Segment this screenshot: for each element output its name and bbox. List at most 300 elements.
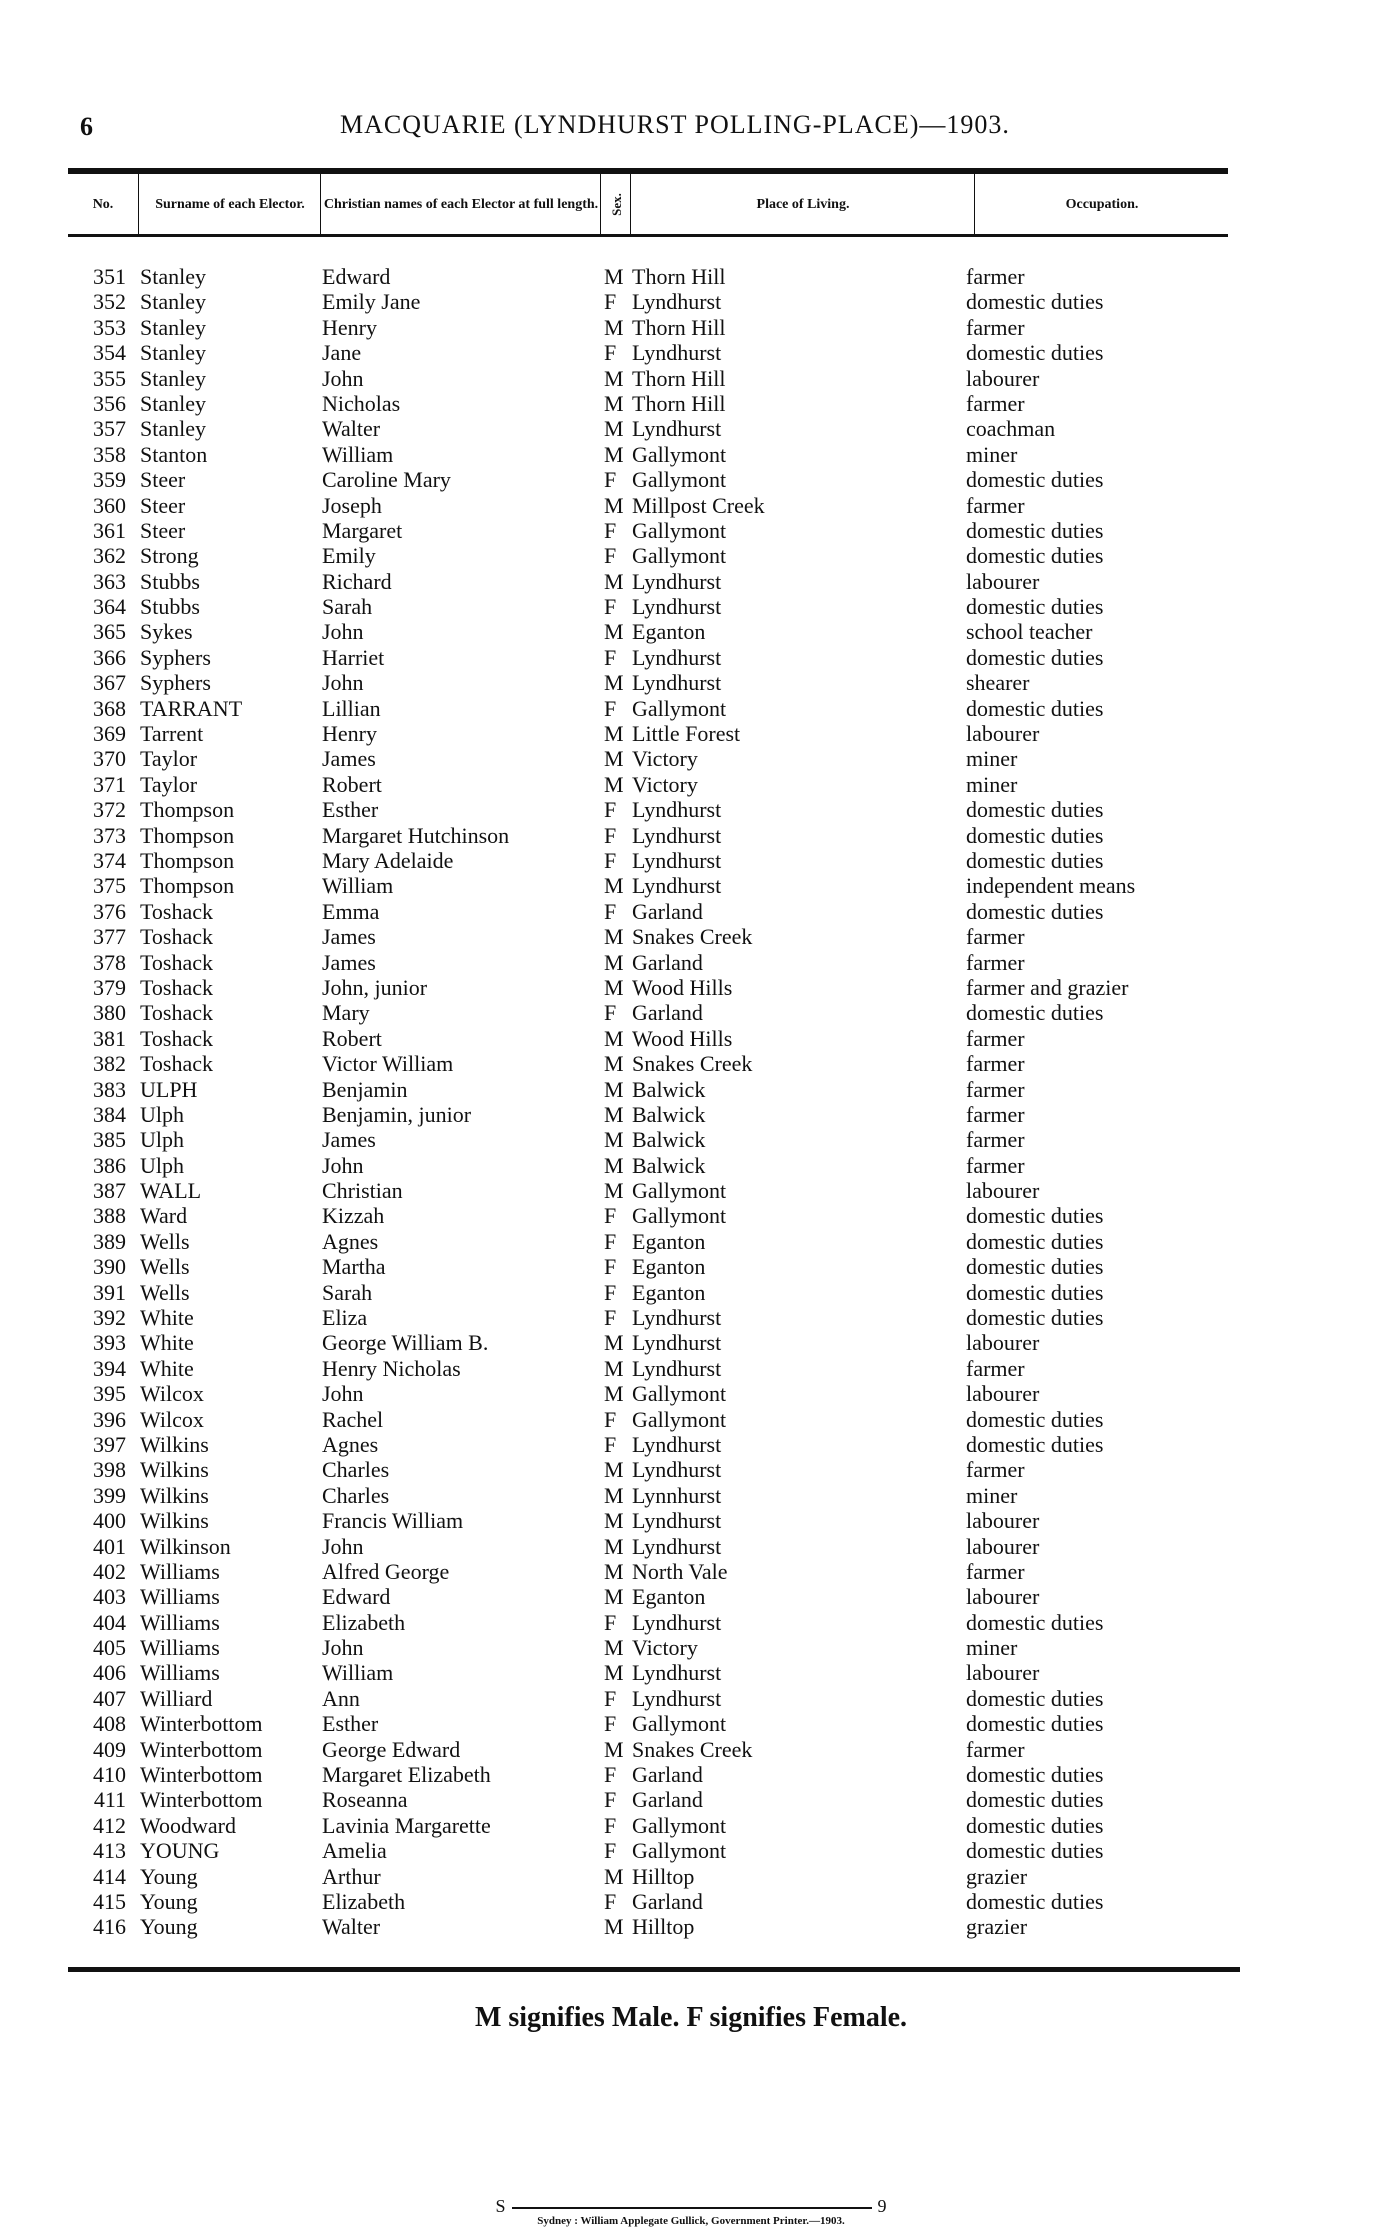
elector-occupation: domestic duties	[966, 1254, 1104, 1280]
elector-number: 398	[93, 1457, 126, 1483]
table-row	[0, 619, 1382, 644]
elector-surname: Ulph	[140, 1152, 184, 1178]
elector-place: Gallymont	[632, 1178, 727, 1204]
table-row	[0, 1026, 1382, 1051]
elector-occupation: domestic duties	[966, 1203, 1104, 1229]
elector-christian-names: Esther	[322, 797, 379, 823]
table-row	[0, 1787, 1382, 1812]
elector-sex: F	[604, 594, 617, 620]
elector-christian-names: Edward	[322, 1584, 391, 1610]
column-header-occupation: Occupation.	[974, 174, 1229, 234]
elector-occupation: labourer	[966, 1330, 1040, 1356]
elector-surname: Stanley	[140, 340, 206, 366]
elector-surname: WALL	[140, 1178, 202, 1204]
elector-place: Lyndhurst	[632, 1508, 722, 1534]
elector-sex: M	[604, 1178, 624, 1204]
elector-occupation: domestic duties	[966, 644, 1104, 670]
elector-number: 380	[93, 1000, 126, 1026]
table-row	[0, 848, 1382, 873]
elector-surname: Toshack	[140, 949, 213, 975]
elector-place: Lyndhurst	[632, 289, 722, 315]
elector-surname: Stanley	[140, 289, 206, 315]
elector-christian-names: John	[322, 1381, 364, 1407]
elector-number: 370	[93, 746, 126, 772]
elector-surname: Williams	[140, 1660, 220, 1686]
elector-place: Lyndhurst	[632, 416, 722, 442]
table-row	[0, 391, 1382, 416]
elector-number: 376	[93, 898, 126, 924]
table-row	[0, 645, 1382, 670]
elector-sex: M	[604, 390, 624, 416]
column-header-sex	[600, 174, 631, 234]
elector-christian-names: John	[322, 1533, 364, 1559]
table-row	[0, 823, 1382, 848]
elector-place: Gallymont	[632, 543, 727, 569]
elector-surname: Wilkinson	[140, 1533, 231, 1559]
elector-number: 379	[93, 974, 126, 1000]
table-row	[0, 670, 1382, 695]
elector-occupation: domestic duties	[966, 1431, 1104, 1457]
elector-christian-names: Margaret Hutchinson	[322, 822, 510, 848]
elector-place: Lyndhurst	[632, 340, 722, 366]
elector-occupation: labourer	[966, 1533, 1040, 1559]
elector-occupation: farmer	[966, 1101, 1025, 1127]
elector-sex: F	[604, 1254, 617, 1280]
table-row	[0, 493, 1382, 518]
elector-occupation: domestic duties	[966, 543, 1104, 569]
footer-signature-rule	[512, 2207, 872, 2209]
elector-surname: Syphers	[140, 670, 211, 696]
elector-surname: Winterbottom	[140, 1711, 263, 1737]
elector-sex: M	[604, 314, 624, 340]
elector-occupation: domestic duties	[966, 1685, 1104, 1711]
table-row	[0, 1254, 1382, 1279]
elector-place: Lyndhurst	[632, 1685, 722, 1711]
elector-christian-names: Elizabeth	[322, 1609, 406, 1635]
table-row	[0, 950, 1382, 975]
elector-number: 367	[93, 670, 126, 696]
table-row	[0, 1534, 1382, 1559]
elector-number: 412	[93, 1812, 126, 1838]
column-header-surname: Surname of each Elector.	[138, 174, 321, 234]
elector-sex: F	[604, 1431, 617, 1457]
elector-occupation: grazier	[966, 1914, 1028, 1940]
elector-occupation: miner	[966, 1482, 1018, 1508]
elector-place: Gallymont	[632, 1406, 727, 1432]
table-row	[0, 772, 1382, 797]
page-title: MACQUARIE (LYNDHURST POLLING-PLACE)—1903.	[340, 110, 1010, 139]
elector-surname: Stanley	[140, 416, 206, 442]
elector-sex: F	[604, 1685, 617, 1711]
elector-place: Lyndhurst	[632, 873, 722, 899]
elector-number: 358	[93, 441, 126, 467]
elector-christian-names: John	[322, 365, 364, 391]
table-row	[0, 1127, 1382, 1152]
elector-place: Balwick	[632, 1127, 706, 1153]
elector-christian-names: William	[322, 873, 394, 899]
elector-number: 364	[93, 594, 126, 620]
elector-surname: Winterbottom	[140, 1736, 263, 1762]
elector-sex: M	[604, 771, 624, 797]
elector-sex: M	[604, 264, 624, 289]
elector-sex: F	[604, 695, 617, 721]
elector-sex: M	[604, 619, 624, 645]
elector-occupation: farmer	[966, 924, 1025, 950]
elector-number: 378	[93, 949, 126, 975]
elector-place: Lyndhurst	[632, 822, 722, 848]
elector-place: Victory	[632, 746, 698, 772]
table-row	[0, 1356, 1382, 1381]
table-row	[0, 1000, 1382, 1025]
table-bottom-rule	[68, 1967, 1240, 1972]
elector-place: Lyndhurst	[632, 1457, 722, 1483]
elector-christian-names: Sarah	[322, 1279, 373, 1305]
elector-occupation: miner	[966, 771, 1018, 797]
elector-number: 411	[93, 1787, 126, 1813]
elector-number: 399	[93, 1482, 126, 1508]
elector-number: 354	[93, 340, 126, 366]
elector-surname: Tarrent	[140, 721, 204, 747]
elector-christian-names: Robert	[322, 771, 382, 797]
elector-sex: M	[604, 1355, 624, 1381]
table-row	[0, 1457, 1382, 1482]
elector-place: Balwick	[632, 1101, 706, 1127]
table-row	[0, 1330, 1382, 1355]
elector-surname: Wilcox	[140, 1381, 204, 1407]
elector-sex: F	[604, 1787, 617, 1813]
elector-christian-names: Mary Adelaide	[322, 847, 454, 873]
elector-place: Balwick	[632, 1152, 706, 1178]
elector-occupation: farmer	[966, 1152, 1025, 1178]
elector-number: 368	[93, 695, 126, 721]
table-row	[0, 1381, 1382, 1406]
elector-christian-names: Elizabeth	[322, 1889, 406, 1914]
elector-occupation: labourer	[966, 1584, 1040, 1610]
table-row	[0, 1762, 1382, 1787]
elector-place: Lyndhurst	[632, 644, 722, 670]
table-row	[0, 594, 1382, 619]
table-row	[0, 1407, 1382, 1432]
elector-number: 360	[93, 492, 126, 518]
footer-signature-left: S	[495, 2196, 506, 2216]
table-row	[0, 1559, 1382, 1584]
elector-christian-names: James	[322, 746, 376, 772]
elector-occupation: domestic duties	[966, 1609, 1104, 1635]
elector-christian-names: Mary	[322, 1000, 370, 1026]
elector-place: Lyndhurst	[632, 594, 722, 620]
elector-number: 413	[93, 1838, 126, 1864]
elector-place: Eganton	[632, 1584, 706, 1610]
elector-number: 387	[93, 1178, 126, 1204]
table-row	[0, 1686, 1382, 1711]
elector-sex: F	[604, 543, 617, 569]
elector-sex: M	[604, 1508, 624, 1534]
elector-occupation: grazier	[966, 1863, 1028, 1889]
elector-surname: Ulph	[140, 1127, 184, 1153]
elector-christian-names: Emma	[322, 898, 380, 924]
elector-surname: Syphers	[140, 644, 211, 670]
table-row	[0, 1280, 1382, 1305]
elector-place: Gallymont	[632, 1381, 727, 1407]
elector-place: Snakes Creek	[632, 924, 753, 950]
elector-christian-names: James	[322, 949, 376, 975]
elector-occupation: domestic duties	[966, 1889, 1104, 1914]
elector-christian-names: Ann	[322, 1685, 360, 1711]
elector-number: 415	[93, 1889, 126, 1914]
elector-surname: Thompson	[140, 873, 235, 899]
elector-occupation: domestic duties	[966, 340, 1104, 366]
elector-place: Gallymont	[632, 1812, 727, 1838]
elector-surname: Toshack	[140, 1051, 213, 1077]
elector-surname: Steer	[140, 467, 186, 493]
elector-christian-names: Henry Nicholas	[322, 1355, 461, 1381]
elector-christian-names: James	[322, 1127, 376, 1153]
elector-number: 395	[93, 1381, 126, 1407]
elector-number: 373	[93, 822, 126, 848]
elector-number: 401	[93, 1533, 126, 1559]
elector-occupation: independent means	[966, 873, 1136, 899]
elector-place: Hilltop	[632, 1914, 695, 1940]
elector-surname: Stubbs	[140, 568, 200, 594]
elector-christian-names: Nicholas	[322, 390, 401, 416]
elector-surname: Wilkins	[140, 1508, 209, 1534]
elector-occupation: domestic duties	[966, 1305, 1104, 1331]
table-row	[0, 924, 1382, 949]
elector-occupation: farmer	[966, 1076, 1025, 1102]
elector-occupation: domestic duties	[966, 1406, 1104, 1432]
table-row	[0, 1508, 1382, 1533]
elector-christian-names: Emily Jane	[322, 289, 421, 315]
elector-surname: Ward	[140, 1203, 188, 1229]
table-row	[0, 1737, 1382, 1762]
elector-surname: Young	[140, 1889, 198, 1914]
elector-number: 403	[93, 1584, 126, 1610]
elector-number: 381	[93, 1025, 126, 1051]
elector-occupation: miner	[966, 441, 1018, 467]
elector-christian-names: Walter	[322, 416, 381, 442]
elector-occupation: farmer	[966, 1457, 1025, 1483]
elector-place: Gallymont	[632, 1203, 727, 1229]
elector-number: 405	[93, 1635, 126, 1661]
elector-place: Thorn Hill	[632, 264, 726, 289]
elector-number: 409	[93, 1736, 126, 1762]
elector-sex: M	[604, 1736, 624, 1762]
elector-number: 394	[93, 1355, 126, 1381]
elector-christian-names: Lavinia Margarette	[322, 1812, 491, 1838]
elector-place: Eganton	[632, 1254, 706, 1280]
elector-place: Garland	[632, 1762, 703, 1788]
elector-place: Hilltop	[632, 1863, 695, 1889]
elector-place: Eganton	[632, 1279, 706, 1305]
elector-sex: F	[604, 1203, 617, 1229]
column-header-place: Place of Living.	[630, 174, 975, 234]
table-row	[0, 1711, 1382, 1736]
elector-surname: YOUNG	[140, 1838, 220, 1864]
table-row	[0, 696, 1382, 721]
elector-surname: Wilcox	[140, 1406, 204, 1432]
elector-sex: M	[604, 416, 624, 442]
elector-surname: Toshack	[140, 1025, 213, 1051]
elector-christian-names: Martha	[322, 1254, 386, 1280]
elector-christian-names: Agnes	[322, 1228, 379, 1254]
elector-sex: F	[604, 1609, 617, 1635]
elector-surname: Wilkins	[140, 1482, 209, 1508]
elector-number: 414	[93, 1863, 126, 1889]
elector-number: 372	[93, 797, 126, 823]
elector-place: Lyndhurst	[632, 670, 722, 696]
elector-sex: F	[604, 644, 617, 670]
elector-sex: M	[604, 1025, 624, 1051]
elector-surname: Stanton	[140, 441, 208, 467]
elector-number: 377	[93, 924, 126, 950]
elector-sex: M	[604, 974, 624, 1000]
elector-sex: F	[604, 1838, 617, 1864]
elector-sex: M	[604, 1127, 624, 1153]
elector-sex: F	[604, 517, 617, 543]
elector-surname: Steer	[140, 517, 186, 543]
elector-christian-names: Esther	[322, 1711, 379, 1737]
elector-sex: M	[604, 1863, 624, 1889]
elector-place: Gallymont	[632, 695, 727, 721]
elector-sex: M	[604, 1914, 624, 1940]
elector-occupation: farmer	[966, 1127, 1025, 1153]
elector-surname: Wells	[140, 1228, 190, 1254]
elector-surname: Stanley	[140, 264, 206, 289]
elector-place: Snakes Creek	[632, 1736, 753, 1762]
elector-surname: White	[140, 1330, 194, 1356]
elector-place: Garland	[632, 898, 703, 924]
table-row	[0, 264, 1382, 289]
elector-place: Little Forest	[632, 721, 741, 747]
elector-place: Victory	[632, 771, 698, 797]
elector-surname: Williams	[140, 1609, 220, 1635]
elector-number: 371	[93, 771, 126, 797]
elector-number: 362	[93, 543, 126, 569]
elector-number: 366	[93, 644, 126, 670]
elector-christian-names: Jane	[322, 340, 362, 366]
elector-surname: Stanley	[140, 314, 206, 340]
elector-place: Wood Hills	[632, 1025, 733, 1051]
elector-place: Lyndhurst	[632, 1330, 722, 1356]
elector-number: 374	[93, 847, 126, 873]
elector-christian-names: John	[322, 670, 364, 696]
elector-place: Lyndhurst	[632, 1609, 722, 1635]
elector-surname: Steer	[140, 492, 186, 518]
elector-sex: F	[604, 1762, 617, 1788]
elector-table-body	[0, 264, 1382, 1940]
elector-place: Garland	[632, 1787, 703, 1813]
elector-occupation: domestic duties	[966, 467, 1104, 493]
footer-signature-right: 9	[877, 2196, 887, 2216]
elector-number: 375	[93, 873, 126, 899]
elector-occupation: labourer	[966, 568, 1040, 594]
elector-surname: Winterbottom	[140, 1762, 263, 1788]
elector-surname: Stubbs	[140, 594, 200, 620]
table-row	[0, 1914, 1382, 1939]
elector-occupation: labourer	[966, 1381, 1040, 1407]
elector-sex: M	[604, 1457, 624, 1483]
table-row	[0, 1660, 1382, 1685]
elector-occupation: domestic duties	[966, 847, 1104, 873]
elector-place: Lyndhurst	[632, 1355, 722, 1381]
elector-place: Gallymont	[632, 517, 727, 543]
elector-occupation: farmer	[966, 1736, 1025, 1762]
elector-sex: M	[604, 1660, 624, 1686]
sex-legend: M signifies Male. F signifies Female.	[474, 2002, 908, 2033]
table-row	[0, 1584, 1382, 1609]
elector-christian-names: George Edward	[322, 1736, 461, 1762]
elector-christian-names: John	[322, 1152, 364, 1178]
elector-sex: F	[604, 340, 617, 366]
elector-number: 388	[93, 1203, 126, 1229]
elector-number: 391	[93, 1279, 126, 1305]
elector-sex: M	[604, 1076, 624, 1102]
elector-number: 385	[93, 1127, 126, 1153]
table-header-row	[68, 174, 1228, 237]
elector-place: Garland	[632, 1000, 703, 1026]
elector-christian-names: Benjamin	[322, 1076, 408, 1102]
elector-occupation: domestic duties	[966, 822, 1104, 848]
elector-christian-names: Lillian	[322, 695, 381, 721]
elector-christian-names: Charles	[322, 1457, 390, 1483]
elector-occupation: domestic duties	[966, 1000, 1104, 1026]
elector-occupation: domestic duties	[966, 898, 1104, 924]
elector-surname: Toshack	[140, 898, 213, 924]
elector-occupation: labourer	[966, 1660, 1040, 1686]
elector-place: Garland	[632, 949, 703, 975]
elector-christian-names: Francis William	[322, 1508, 464, 1534]
elector-occupation: domestic duties	[966, 1787, 1104, 1813]
elector-place: Lyndhurst	[632, 1533, 722, 1559]
elector-occupation: farmer	[966, 492, 1025, 518]
column-header-no: No.	[92, 196, 114, 212]
elector-surname: Young	[140, 1914, 198, 1940]
elector-surname: Williard	[140, 1685, 213, 1711]
elector-place: Gallymont	[632, 441, 727, 467]
elector-occupation: farmer	[966, 1355, 1025, 1381]
elector-number: 352	[93, 289, 126, 315]
elector-sex: F	[604, 822, 617, 848]
elector-christian-names: Edward	[322, 264, 391, 289]
table-row	[0, 1203, 1382, 1228]
elector-surname: Toshack	[140, 1000, 213, 1026]
elector-christian-names: Margaret	[322, 517, 403, 543]
elector-christian-names: Charles	[322, 1482, 390, 1508]
elector-place: Eganton	[632, 1228, 706, 1254]
elector-place: Millpost Creek	[632, 492, 765, 518]
elector-sex: F	[604, 847, 617, 873]
elector-occupation: labourer	[966, 365, 1040, 391]
elector-christian-names: Roseanna	[322, 1787, 408, 1813]
table-row	[0, 797, 1382, 822]
table-row	[0, 1153, 1382, 1178]
elector-occupation: domestic duties	[966, 797, 1104, 823]
elector-number: 416	[93, 1914, 126, 1940]
elector-occupation: coachman	[966, 416, 1056, 442]
elector-number: 400	[93, 1508, 126, 1534]
elector-occupation: domestic duties	[966, 1762, 1104, 1788]
elector-surname: ULPH	[140, 1076, 198, 1102]
elector-christian-names: William	[322, 441, 394, 467]
elector-surname: Wilkins	[140, 1431, 209, 1457]
elector-christian-names: Sarah	[322, 594, 373, 620]
elector-sex: M	[604, 568, 624, 594]
elector-number: 389	[93, 1228, 126, 1254]
elector-surname: Strong	[140, 543, 199, 569]
elector-christian-names: Victor William	[322, 1051, 454, 1077]
elector-sex: M	[604, 1584, 624, 1610]
elector-number: 382	[93, 1051, 126, 1077]
